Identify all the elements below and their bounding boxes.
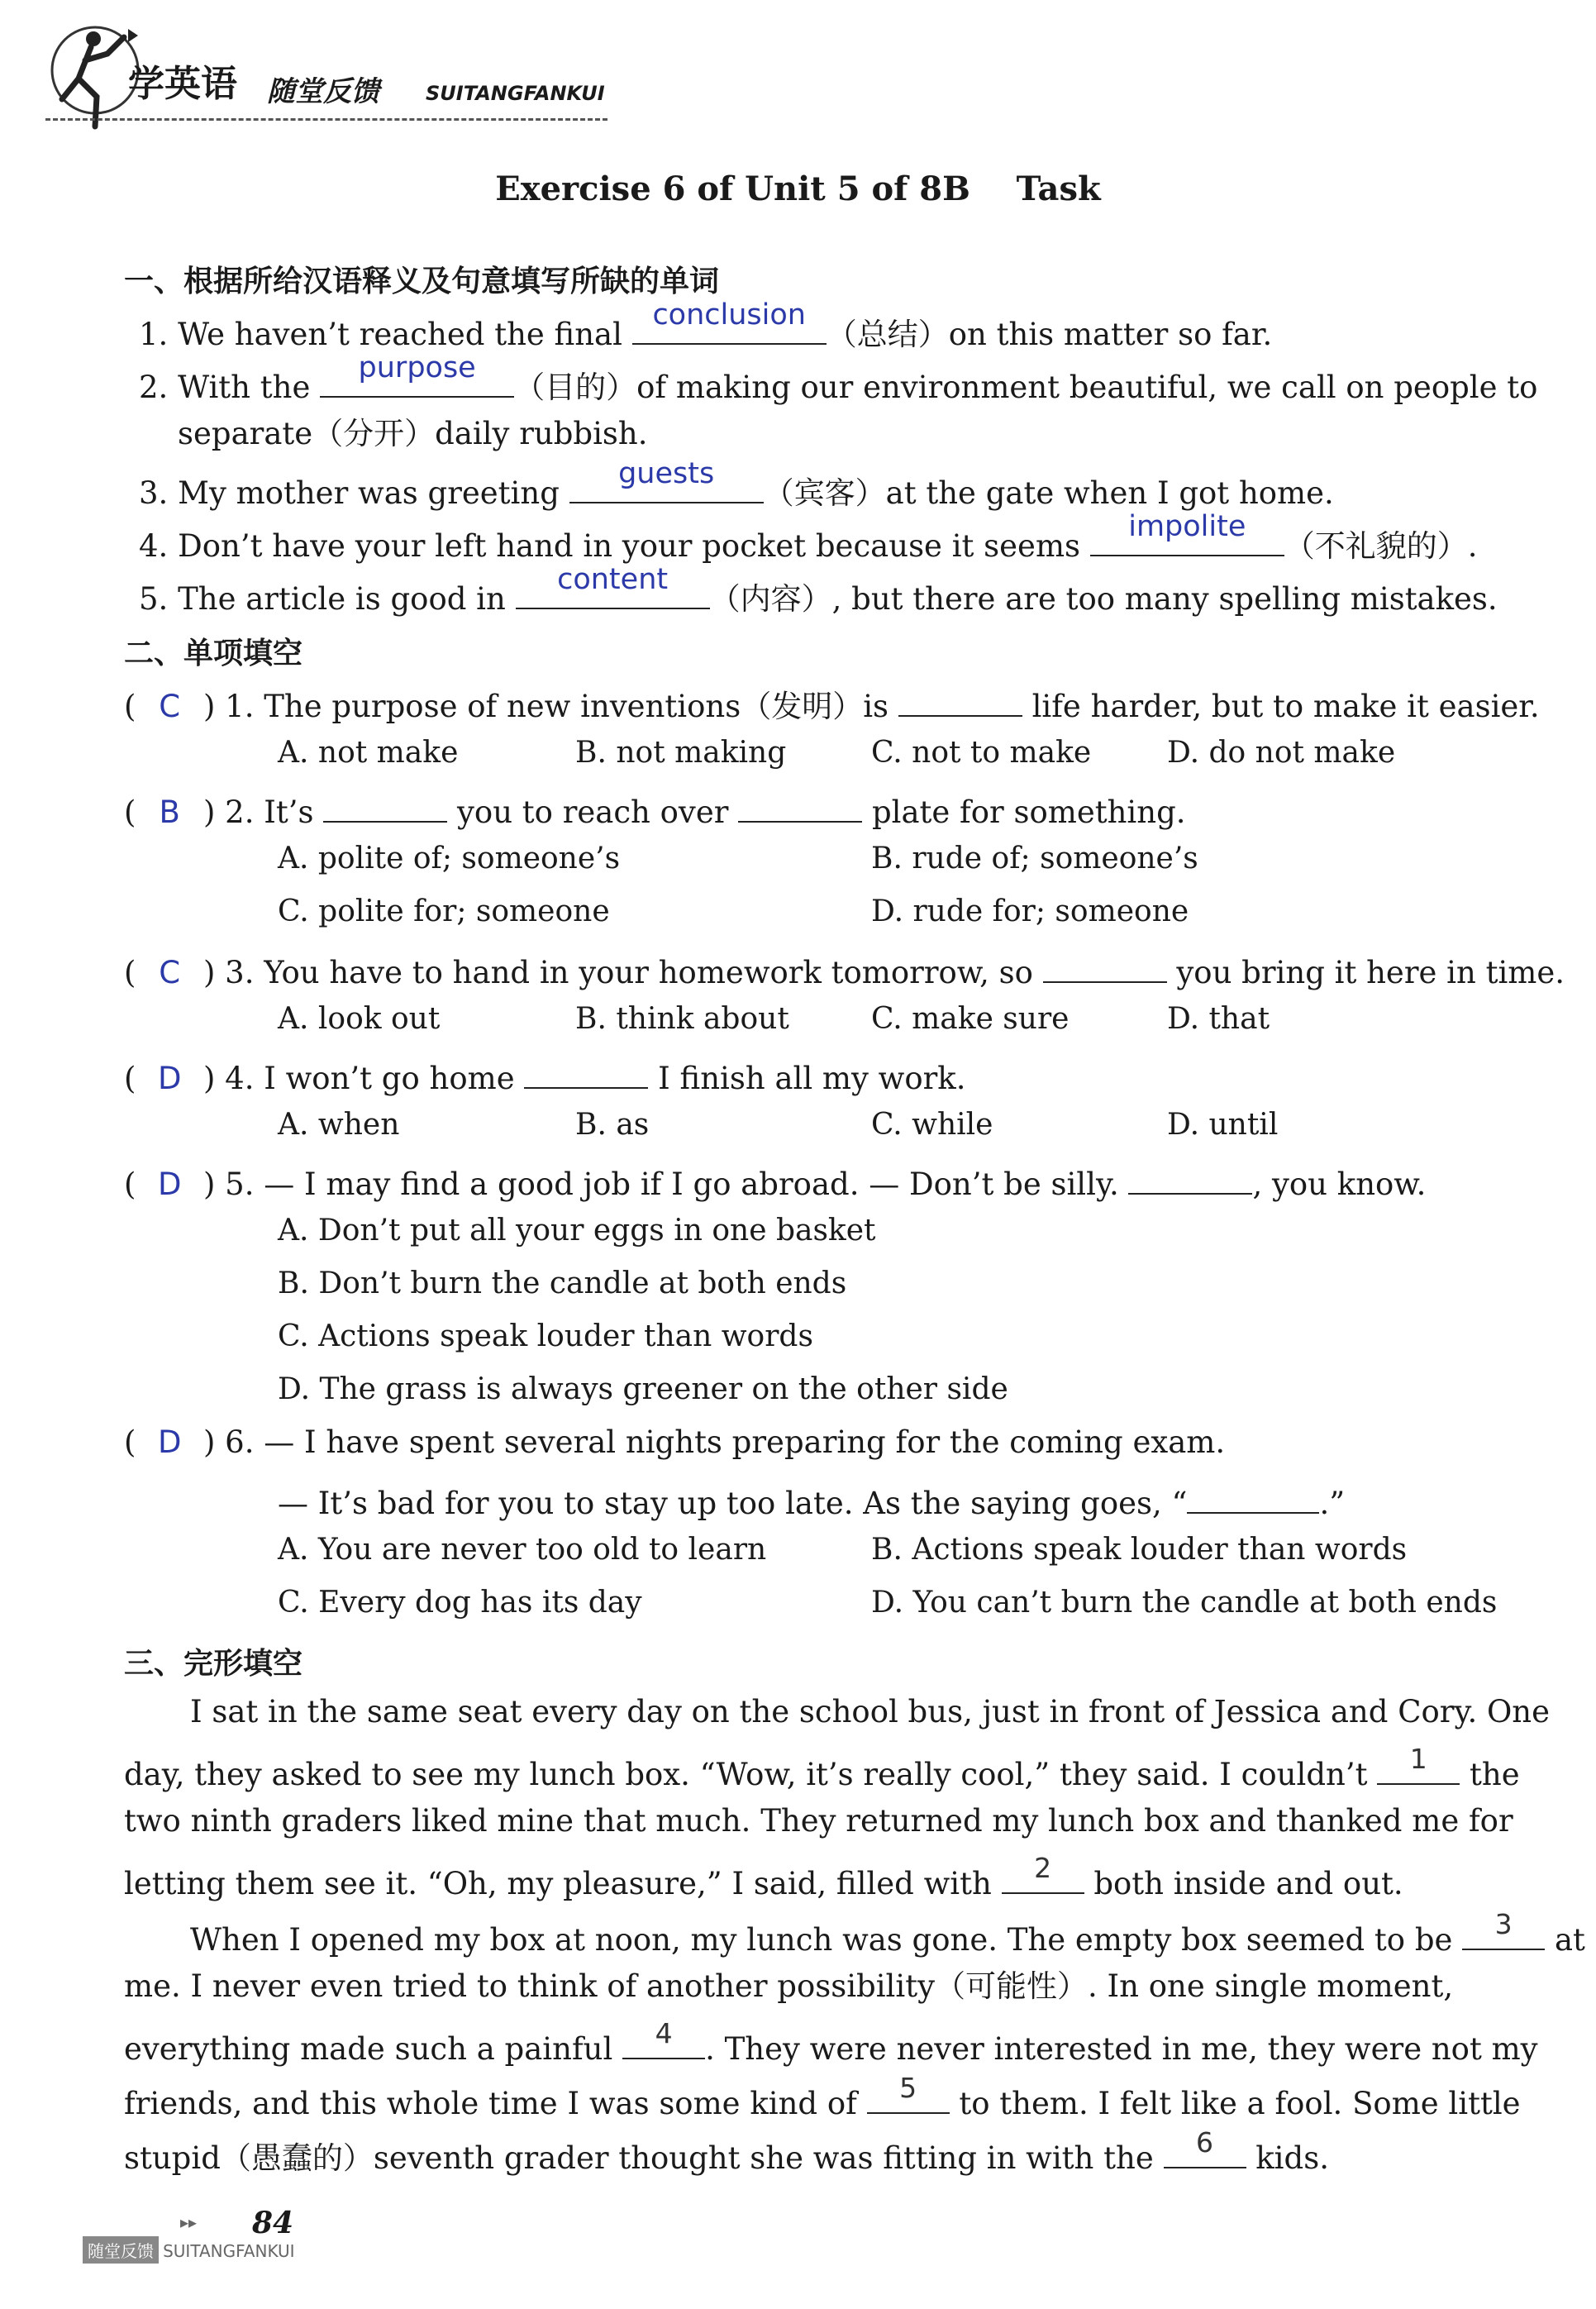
answer-guests: guests	[618, 456, 715, 490]
s3-p1-l4: letting them see it. “Oh, my pleasure,” I said, filled with 2 both inside and out.	[124, 1852, 1403, 1901]
s2-q6-opt-b: B. Actions speak louder than words	[871, 1533, 1408, 1567]
s2-q2-stem: ( B ) 2. It’s you to reach over plate for something.	[124, 789, 1186, 828]
s2-q4-opt-b: B. as	[575, 1108, 650, 1142]
section1-heading: 一、根据所给汉语释义及句意填写所缺的单词	[124, 265, 720, 298]
s2-q6-opt-c: C. Every dog has its day	[278, 1586, 642, 1620]
s3-p2-l3: everything made such a painful 4 . They were never interested in me, they were not my	[124, 2017, 1538, 2067]
s3-p2-l1: When I opened my box at noon, my lunch was gone. The empty box seemed to be 3 at	[190, 1908, 1585, 1958]
s2-q3-opt-a: A. look out	[278, 1002, 441, 1036]
brand-cn2: 随堂反馈	[267, 75, 379, 108]
s2-q6-stem: ( D ) 6. — I have spent several nights preparing for the coming exam.	[124, 1424, 1226, 1460]
brand-en: SUITANGFANKUI	[426, 82, 605, 105]
answer-letter: C	[159, 954, 181, 990]
brand-cn: 学英语	[128, 63, 237, 105]
s2-q5-opt-a: A. Don’t put all your eggs in one basket	[278, 1214, 876, 1248]
s2-q2-opt-b: B. rude of; someone’s	[871, 842, 1198, 875]
s2-q1-opt-c: C. not to make	[871, 736, 1092, 770]
answer-letter: C	[159, 688, 181, 724]
s2-q2-opt-a: A. polite of; someone’s	[278, 842, 621, 875]
s2-q3-opt-b: B. think about	[575, 1002, 789, 1036]
s2-q5-opt-b: B. Don’t burn the candle at both ends	[278, 1267, 847, 1300]
s1-item-4: 4. Don’t have your left hand in your pocket because it seems impolite （不礼貌的）.	[139, 509, 1478, 564]
s2-q1-opt-b: B. not making	[575, 736, 787, 770]
s2-q3-opt-d: D. that	[1167, 1002, 1270, 1036]
section2-heading: 二、单项填空	[124, 637, 303, 670]
s1-item-3: 3. My mother was greeting guests （宾客）at the gate when I got home.	[139, 456, 1334, 511]
page-title: Exercise 6 of Unit 5 of 8B Task	[495, 169, 1101, 208]
header-dashed-line	[45, 118, 607, 121]
answer-letter: D	[157, 1060, 182, 1096]
s2-q1-stem: ( C ) 1. The purpose of new inventions（发明）is life harder, but to make it easier.	[124, 683, 1540, 722]
s3-p2-l2: me. I never even tried to think of another possibility（可能性）. In one single moment,	[124, 1968, 1454, 2004]
s2-q4-opt-a: A. when	[278, 1108, 400, 1142]
s1-item-2-cont: separate（分开）daily rubbish.	[178, 416, 648, 451]
s3-p1-l3: two ninth graders liked mine that much. They returned my lunch box and thanked me for	[124, 1803, 1513, 1839]
s2-q6-stem-2: — It’s bad for you to stay up too late. As the saying goes, “ .”	[278, 1480, 1345, 1519]
s2-q4-opt-c: C. while	[871, 1108, 993, 1142]
s3-p2-l5: stupid（愚蠢的）seventh grader thought she was fitting in with the 6 kids.	[124, 2126, 1329, 2176]
section3-heading: 三、完形填空	[124, 1647, 303, 1681]
s2-q5-opt-c: C. Actions speak louder than words	[278, 1319, 813, 1353]
answer-impolite: impolite	[1128, 509, 1246, 543]
s1-item-1: 1. We haven’t reached the final conclusion （总结）on this matter so far.	[139, 298, 1273, 352]
s2-q3-stem: ( C ) 3. You have to hand in your homework tomorrow, so you bring it here in time.	[124, 949, 1565, 988]
answer-content: content	[557, 562, 669, 596]
s2-q1-opt-d: D. do not make	[1167, 736, 1396, 770]
answer-letter: D	[157, 1166, 182, 1202]
footer-label: 随堂反馈 SUITANGFANKUI	[83, 2236, 331, 2259]
answer-letter: B	[159, 794, 180, 830]
s2-q6-opt-d: D. You can’t burn the candle at both ends	[871, 1586, 1498, 1620]
footer-arrows-icon: ▸▸	[180, 2212, 198, 2232]
s1-item-2: 2. With the purpose （目的）of making our environment beautiful, we call on people to	[139, 351, 1538, 405]
s2-q5-stem: ( D ) 5. — I may find a good job if I go abroad. — Don’t be silly. , you know.	[124, 1161, 1426, 1200]
header-logo	[45, 21, 624, 136]
answer-purpose: purpose	[358, 351, 476, 384]
answer-conclusion: conclusion	[652, 298, 806, 332]
s3-p1-l2: day, they asked to see my lunch box. “Wow, it’s really cool,” they said. I couldn’t 1 the	[124, 1743, 1520, 1792]
s2-q6-opt-a: A. You are never too old to learn	[278, 1533, 767, 1567]
s3-p1-l1: I sat in the same seat every day on the school bus, just in front of Jessica and Cory. One	[190, 1694, 1551, 1729]
s2-q1-opt-a: A. not make	[278, 736, 459, 770]
s2-q2-opt-c: C. polite for; someone	[278, 894, 610, 928]
s2-q4-opt-d: D. until	[1167, 1108, 1279, 1142]
s2-q2-opt-d: D. rude for; someone	[871, 894, 1189, 928]
s2-q4-stem: ( D ) 4. I won’t go home I finish all my work.	[124, 1055, 966, 1094]
s1-item-5: 5. The article is good in content （内容）, but there are too many spelling mistakes.	[139, 562, 1498, 617]
s2-q3-opt-c: C. make sure	[871, 1002, 1070, 1036]
s3-p2-l4: friends, and this whole time I was some kind of 5 to them. I felt like a fool. Some little	[124, 2072, 1521, 2121]
page-number: 84	[252, 2206, 294, 2240]
answer-letter: D	[157, 1424, 182, 1460]
s2-q5-opt-d: D. The grass is always greener on the other side	[278, 1372, 1008, 1406]
